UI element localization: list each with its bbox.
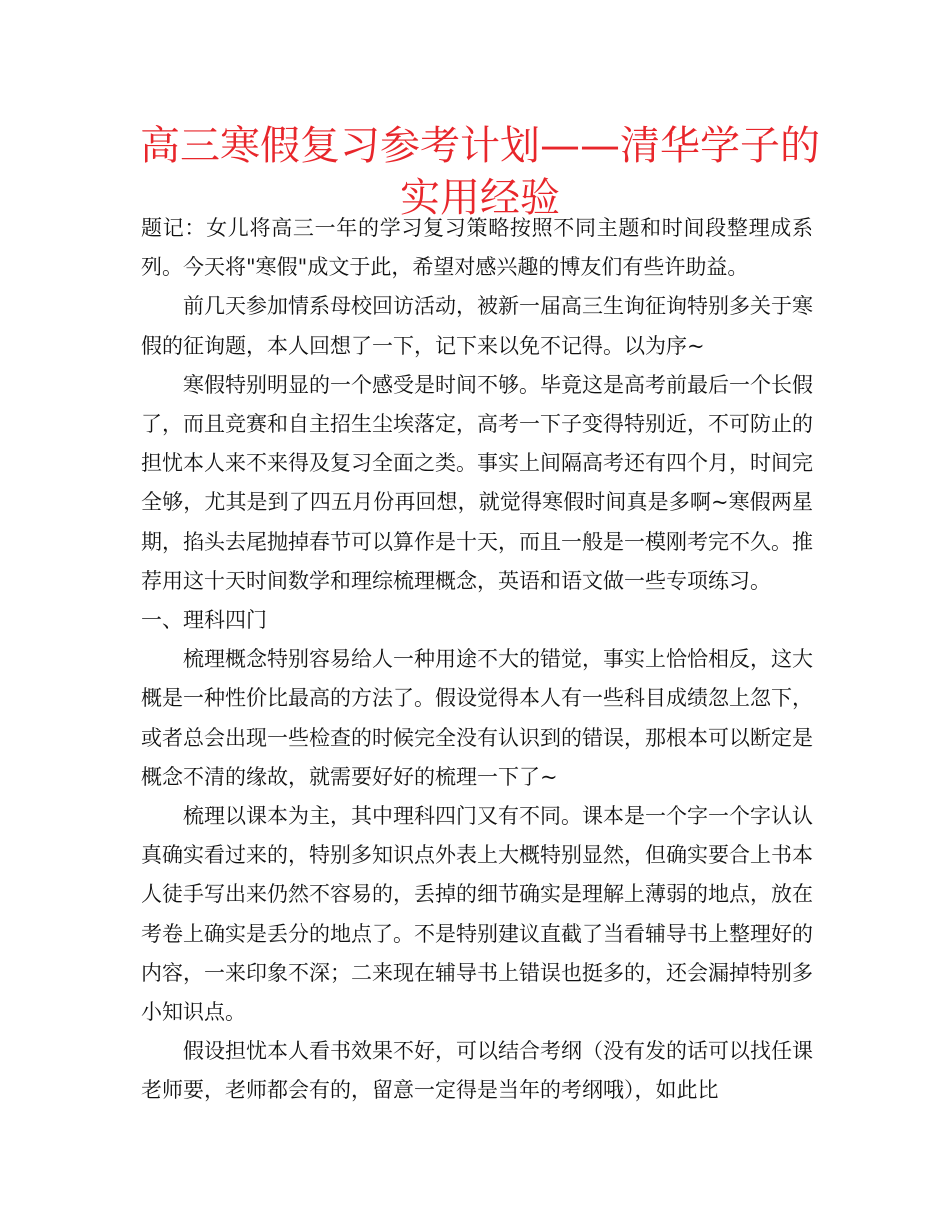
paragraph-epigraph: 题记：女儿将高三一年的学习复习策略按照不同主题和时间段整理成系列。今天将"寒假"成文于此，希望对感兴趣的博友们有些许助益。: [141, 216, 813, 280]
paragraph-winter-break: 寒假特别明显的一个感受是时间不够。毕竟这是高考前最后一个长假了，而且竞赛和自主招生尘埃落定，高考一下子变得特别近，不可防止的担忧本人来不来得及复习全面之类。事实上间隔高考还有四个月，时间完全够，尤其是到了四五月份再回想，就觉得寒假时间真是多啊~寒假两星期，掐头去尾抛掉春节可以算作是十天，而且一般是一模刚考完不久。推荐用这十天时间数学和理综梳理概念，英语和语文做一些专项练习。: [141, 372, 813, 593]
section-heading-science: 一、理科四门: [141, 608, 267, 633]
document-body: [141, 209, 813, 1111]
paragraph-textbook: 梳理以课本为主，其中理科四门又有不同。课本是一个字一个字认认真确实看过来的，特别多知识点外表上大概特别显然，但确实要合上书本人徒手写出来仍然不容易的，丢掉的细节确实是理解上薄弱的地点，放在考卷上确实是丢分的地点了。不是特别建议直截了当看辅导书上整理好的内容，一来印象不深；二来现在辅导书上错误也挺多的，还会漏掉特别多小知识点。: [141, 804, 813, 1025]
paragraph-concepts: 梳理概念特别容易给人一种用途不大的错觉，事实上恰恰相反，这大概是一种性价比最高的方法了。假设觉得本人有一些科目成绩忽上忽下，或者总会出现一些检查的时候完全没有认识到的错误，那根本可以断定是概念不清的缘故，就需要好好的梳理一下了~: [141, 647, 813, 789]
document-title: 高三寒假复习参考计划——清华学子的实用经验: [140, 123, 820, 221]
paragraph-syllabus: 假设担忧本人看书效果不好，可以结合考纲（没有发的话可以找任课老师要，老师都会有的，留意一定得是当年的考纲哦），如此比: [141, 1039, 813, 1103]
paragraph-preface: 前几天参加情系母校回访活动，被新一届高三生询征询特别多关于寒假的征询题，本人回想了一下，记下来以免不记得。以为序~: [141, 294, 813, 358]
